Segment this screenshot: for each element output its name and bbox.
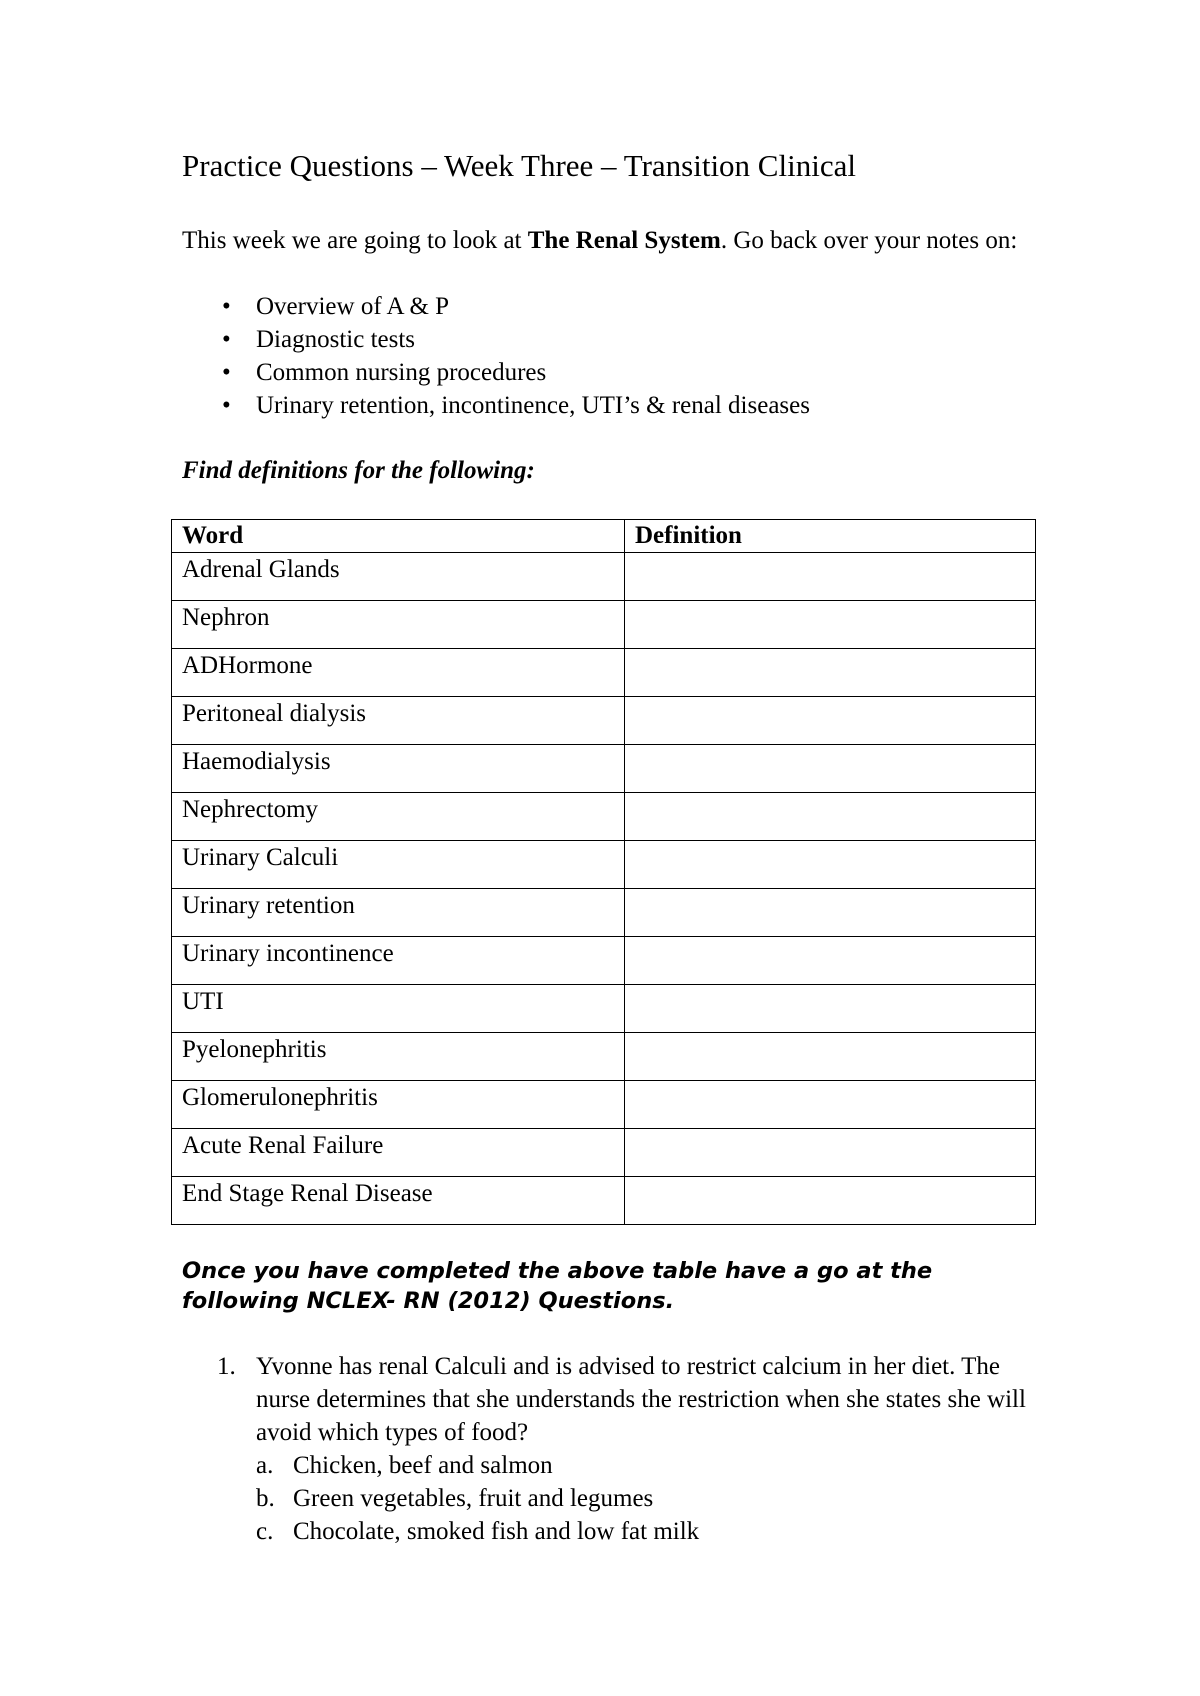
intro-paragraph: [182, 224, 1042, 257]
table-row: [172, 841, 1036, 889]
find-definitions-heading: Find definitions for the following:: [182, 457, 535, 484]
intro-text-before: This week we are going to look at: [182, 227, 528, 254]
word-cell: End Stage Renal Disease: [172, 1177, 625, 1225]
question-number: 1.: [217, 1353, 236, 1380]
table-row: [172, 745, 1036, 793]
definition-cell[interactable]: [625, 745, 1036, 793]
answer-option[interactable]: [256, 1449, 1042, 1482]
table-row: [172, 601, 1036, 649]
definition-cell[interactable]: [625, 1129, 1036, 1177]
table-header-row: [172, 520, 1036, 553]
table-row: [172, 793, 1036, 841]
definition-column-header: Definition: [625, 520, 1036, 553]
word-cell: Adrenal Glands: [172, 553, 625, 601]
answer-option[interactable]: [256, 1482, 1042, 1515]
option-letter: b.: [256, 1485, 275, 1512]
table-row: [172, 697, 1036, 745]
nclex-heading: Once you have completed the above table have a go at the following NCLEX- RN (2012) Questions.: [182, 1258, 933, 1314]
definition-cell[interactable]: [625, 889, 1036, 937]
option-letter: c.: [256, 1518, 274, 1545]
table-row: [172, 1177, 1036, 1225]
table-row: [172, 553, 1036, 601]
word-cell: Haemodialysis: [172, 745, 625, 793]
question-text: Yvonne has renal Calculi and is advised to restrict calcium in her diet. The nurse determines that she understands the restriction when she states she will avoid which types of food?: [256, 1353, 1026, 1446]
option-letter: a.: [256, 1452, 274, 1479]
definition-cell[interactable]: [625, 649, 1036, 697]
definition-cell[interactable]: [625, 553, 1036, 601]
word-cell: Nephron: [172, 601, 625, 649]
answer-options: [256, 1449, 1042, 1548]
word-cell: ADHormone: [172, 649, 625, 697]
topic-label: Overview of A & P: [256, 293, 450, 320]
topic-label: Urinary retention, incontinence, UTI’s & renal diseases: [256, 392, 810, 419]
definition-cell[interactable]: [625, 697, 1036, 745]
table-row: [172, 1129, 1036, 1177]
table-row: [172, 985, 1036, 1033]
definition-cell[interactable]: [625, 985, 1036, 1033]
question-1: [182, 1350, 1042, 1548]
definition-cell[interactable]: [625, 1177, 1036, 1225]
bullet-icon: •: [222, 326, 231, 353]
option-text: Chocolate, smoked fish and low fat milk: [293, 1518, 700, 1545]
word-cell: Pyelonephritis: [172, 1033, 625, 1081]
definitions-table: [171, 519, 1036, 1225]
word-cell: Urinary Calculi: [172, 841, 625, 889]
word-cell: Glomerulonephritis: [172, 1081, 625, 1129]
bullet-icon: •: [222, 359, 231, 386]
table-row: [172, 1081, 1036, 1129]
definition-cell[interactable]: [625, 601, 1036, 649]
bullet-icon: •: [222, 293, 231, 320]
table-row: [172, 889, 1036, 937]
definition-cell[interactable]: [625, 1081, 1036, 1129]
table-row: [172, 649, 1036, 697]
topic-item: [182, 356, 810, 389]
topic-item: [182, 323, 810, 356]
topic-item: [182, 290, 810, 323]
definition-cell[interactable]: [625, 937, 1036, 985]
topic-label: Diagnostic tests: [256, 326, 416, 353]
topic-list: [182, 290, 810, 422]
word-cell: UTI: [172, 985, 625, 1033]
option-text: Chicken, beef and salmon: [293, 1452, 553, 1479]
definition-cell[interactable]: [625, 841, 1036, 889]
word-cell: Acute Renal Failure: [172, 1129, 625, 1177]
intro-text-after: . Go back over your notes on:: [720, 227, 1018, 254]
topic-item: [182, 389, 810, 422]
word-column-header: Word: [172, 520, 625, 553]
table-row: [172, 1033, 1036, 1081]
word-cell: Urinary incontinence: [172, 937, 625, 985]
word-cell: Nephrectomy: [172, 793, 625, 841]
word-cell: Urinary retention: [172, 889, 625, 937]
page-title: Practice Questions – Week Three – Transition Clinical: [182, 148, 856, 183]
option-text: Green vegetables, fruit and legumes: [293, 1485, 654, 1512]
word-cell: Peritoneal dialysis: [172, 697, 625, 745]
topic-label: Common nursing procedures: [256, 359, 547, 386]
table-row: [172, 937, 1036, 985]
definition-cell[interactable]: [625, 793, 1036, 841]
intro-emphasis: The Renal System: [527, 227, 721, 254]
definition-cell[interactable]: [625, 1033, 1036, 1081]
bullet-icon: •: [222, 392, 231, 419]
answer-option[interactable]: [256, 1515, 1042, 1548]
